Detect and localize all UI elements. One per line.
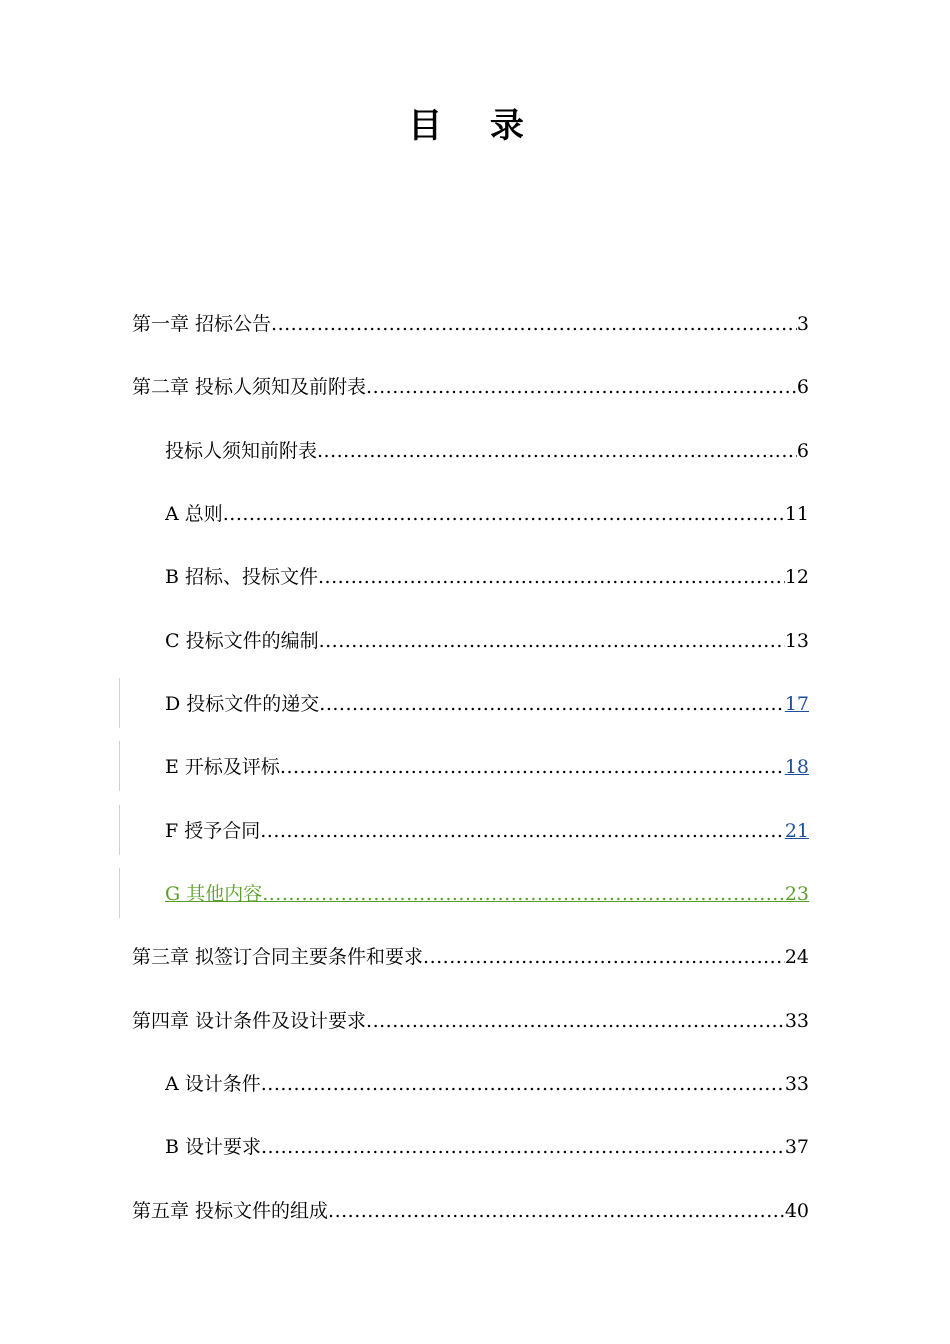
toc-page-number: 24 bbox=[784, 946, 809, 968]
toc-leader-dots bbox=[271, 309, 797, 339]
toc-entry-label: A 设计条件 bbox=[165, 1073, 261, 1095]
toc-leader-dots bbox=[223, 499, 785, 529]
toc-entry-design-requirements[interactable] bbox=[165, 1132, 809, 1162]
toc-entry-label: 第三章 拟签订合同主要条件和要求 bbox=[132, 946, 424, 968]
toc-entry-label: 第二章 投标人须知及前附表 bbox=[132, 376, 367, 398]
toc-entry-label: 第一章 招标公告 bbox=[132, 313, 272, 335]
toc-entry-chapter-5[interactable] bbox=[132, 1196, 809, 1226]
toc-leader-dots bbox=[317, 436, 797, 466]
toc-page-link[interactable]: 21 bbox=[784, 820, 809, 842]
toc-page-number: 12 bbox=[784, 566, 809, 588]
toc-leader-dots bbox=[261, 1069, 785, 1099]
toc-page-number: 13 bbox=[784, 630, 809, 652]
toc-entry-section-b[interactable] bbox=[165, 562, 809, 592]
toc-entry-label: 第四章 设计条件及设计要求 bbox=[132, 1010, 367, 1032]
toc-page-number: 33 bbox=[784, 1073, 809, 1095]
toc-entry-chapter-1[interactable] bbox=[132, 309, 809, 339]
toc-entry-bidder-notice-table[interactable] bbox=[165, 436, 809, 466]
toc-page-number: 37 bbox=[784, 1136, 809, 1158]
toc-entry-label: F 授予合同 bbox=[165, 820, 261, 842]
toc-entry-chapter-3[interactable] bbox=[132, 942, 809, 972]
toc-leader-dots bbox=[319, 689, 785, 719]
toc-page-link[interactable]: 17 bbox=[784, 693, 809, 715]
toc-leader-dots bbox=[318, 562, 785, 592]
toc-entry-section-f[interactable] bbox=[165, 816, 809, 846]
toc-entry-section-e[interactable] bbox=[165, 752, 809, 782]
toc-leader-dots bbox=[423, 942, 785, 972]
toc-entry-section-a[interactable] bbox=[165, 499, 809, 529]
toc-entry-label: B 设计要求 bbox=[165, 1136, 262, 1158]
toc-leader-dots bbox=[328, 1196, 785, 1226]
toc-entry-label: 第五章 投标文件的组成 bbox=[132, 1200, 329, 1222]
change-bar bbox=[119, 868, 120, 918]
toc-leader-dots bbox=[366, 1006, 785, 1036]
toc-page-number: 40 bbox=[784, 1200, 809, 1222]
toc-entry-design-conditions[interactable] bbox=[165, 1069, 809, 1099]
toc-entry-label: B 招标、投标文件 bbox=[165, 566, 319, 588]
toc-entry-section-g[interactable] bbox=[165, 879, 809, 909]
toc-entry-label: G 其他内容 bbox=[165, 883, 263, 905]
toc-entry-chapter-4[interactable] bbox=[132, 1006, 809, 1036]
toc-leader-dots bbox=[261, 1132, 785, 1162]
toc-entry-label: E 开标及评标 bbox=[165, 756, 280, 778]
toc-page-number: 33 bbox=[784, 1010, 809, 1032]
toc-leader-dots bbox=[319, 626, 785, 656]
toc-page-link[interactable]: 23 bbox=[784, 883, 809, 905]
toc-page-number: 3 bbox=[796, 313, 809, 335]
toc-entry-label: D 投标文件的递交 bbox=[165, 693, 320, 715]
toc-leader-dots bbox=[366, 372, 797, 402]
toc-leader-dots bbox=[262, 879, 785, 909]
toc-entry-section-c[interactable] bbox=[165, 626, 809, 656]
toc-entry-chapter-2[interactable] bbox=[132, 372, 809, 402]
change-bar bbox=[119, 678, 120, 728]
toc-page-number: 11 bbox=[784, 503, 809, 525]
toc-entry-section-d[interactable] bbox=[165, 689, 809, 719]
change-bar bbox=[119, 741, 120, 791]
toc-title: 目 录 bbox=[408, 106, 542, 146]
toc-entry-label: 投标人须知前附表 bbox=[165, 440, 318, 462]
toc-entry-label: A 总则 bbox=[165, 503, 223, 525]
toc-page-link[interactable]: 18 bbox=[784, 756, 809, 778]
toc-page-number: 6 bbox=[796, 440, 809, 462]
toc-leader-dots bbox=[260, 816, 785, 846]
toc-entry-label: C 投标文件的编制 bbox=[165, 630, 319, 652]
toc-leader-dots bbox=[280, 752, 785, 782]
toc-page-number: 6 bbox=[796, 376, 809, 398]
change-bar bbox=[119, 805, 120, 855]
